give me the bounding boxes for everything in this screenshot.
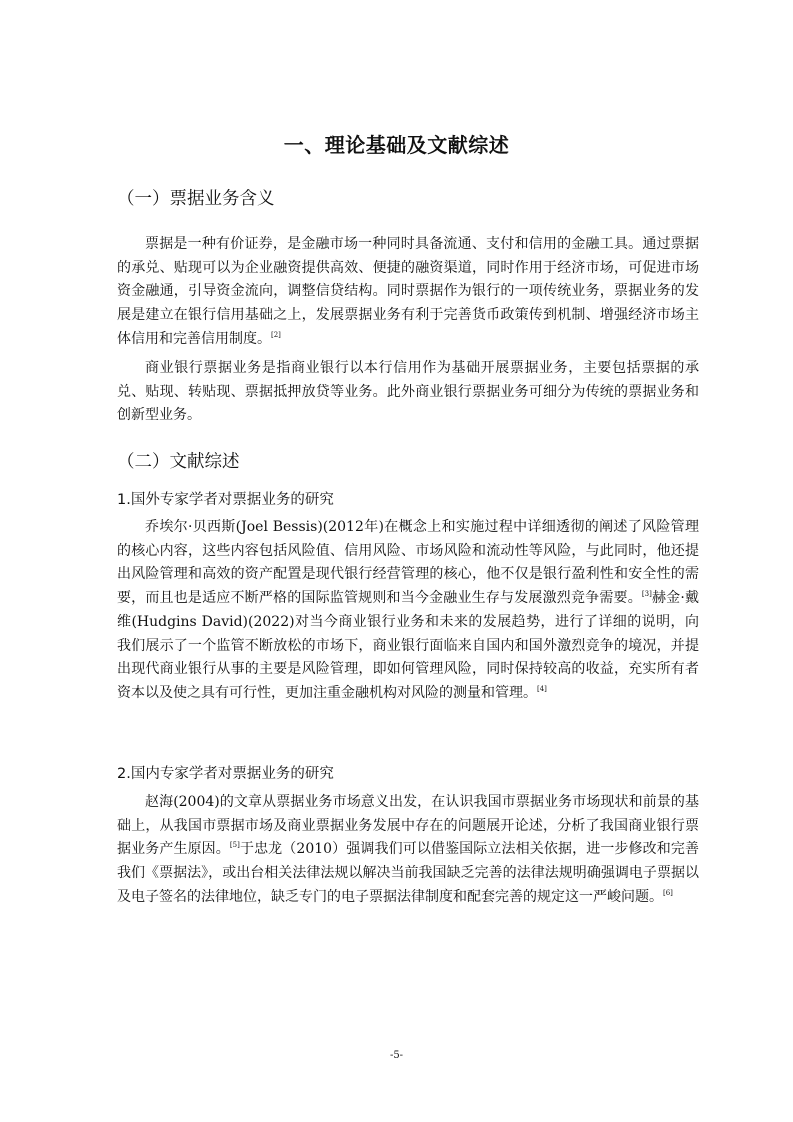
paragraph-bank-ticket-business (117, 357, 699, 428)
section-heading-ticket-business-meaning: （一）票据业务含义 (117, 189, 275, 209)
section-heading-literature-review: （二）文献综述 (117, 452, 240, 472)
paragraph-text: 赵海(2004)的文章从票据业务市场意义出发，在认识我国市票据业务市场现状和前景的基础上，从我国市票据市场及商业票据业务发展中存在的问题展开论述，分析了我国商业银行票据业务产生原因。 (117, 794, 699, 858)
paragraph-text: 乔埃尔·贝西斯(Joel Bessis)(2012年)在概念上和实施过程中详细透彻的阐述了风险管理的核心内容，这些内容包括风险值、信用风险、市场风险和流动性等风险，与此同时，他还提出风险管理和高效的资产配置是现代银行经营管理的核心，他不仅是银行盈利性和安全性的需要，而且也是适应不断严格的国际监管规则和当今金融业生存与发展激烈竞争需要。 (117, 519, 699, 607)
paragraph-text: 赫金·戴维(Hudgins David)(2022)对当今商业银行业务和未来的发展趋势，进行了详细的说明，向我们展示了一个监管不断放松的市场下，商业银行面临来自国内和国外激烈竞争的境况，并提出现代商业银行从事的主要是风险管理，即如何管理风险，同时保持较高的收益，充实所有者资本以及使之具有可行性，更加注重金融机构对风险的测量和管理。 (117, 590, 700, 701)
citation-marker: [6] (663, 888, 673, 897)
subsection-heading-domestic-research: 2.国内专家学者对票据业务的研究 (117, 766, 334, 782)
paragraph-text: 票据是一种有价证券，是金融市场一种同时具备流通、支付和信用的金融工具。通过票据的承兑、贴现可以为企业融资提供高效、便捷的融资渠道，同时作用于经济市场，可促进市场资金融通，引导资金流向，调整信贷结构。同时票据作为银行的一项传统业务，票据业务的发展是建立在银行信用基础之上，发展票据业务有利于完善货币政策传到机制、增强经济市场主体信用和完善信用制度。 (117, 236, 699, 347)
chapter-title: 一、理论基础及文献综述 (283, 133, 510, 157)
paragraph-foreign-research (117, 516, 699, 706)
page-number: -5- (389, 1050, 404, 1061)
paragraph-text: 于忠龙（2010）强调我们可以借鉴国际立法相关依据，进一步修改和完善我们《票据法》，或出台相关法律法规以解决当前我国缺乏完善的法律法规明确强调电子票据以及电子签名的法律地位，缺乏专门的电子票据法律制度和配套完善的规定这一严峻问题。 (117, 841, 699, 905)
citation-marker: [3] (641, 590, 652, 599)
paragraph-domestic-research (117, 791, 699, 910)
paragraph-ticket-definition (117, 233, 699, 352)
citation-marker: [2] (271, 330, 281, 339)
citation-marker: [4] (537, 684, 547, 693)
subsection-heading-foreign-research: 1.国外专家学者对票据业务的研究 (117, 492, 334, 508)
paragraph-text: 商业银行票据业务是指商业银行以本行信用作为基础开展票据业务，主要包括票据的承兑、贴现、转贴现、票据抵押放贷等业务。此外商业银行票据业务可细分为传统的票据业务和创新型业务。 (117, 360, 699, 424)
citation-marker: [5] (229, 841, 240, 850)
